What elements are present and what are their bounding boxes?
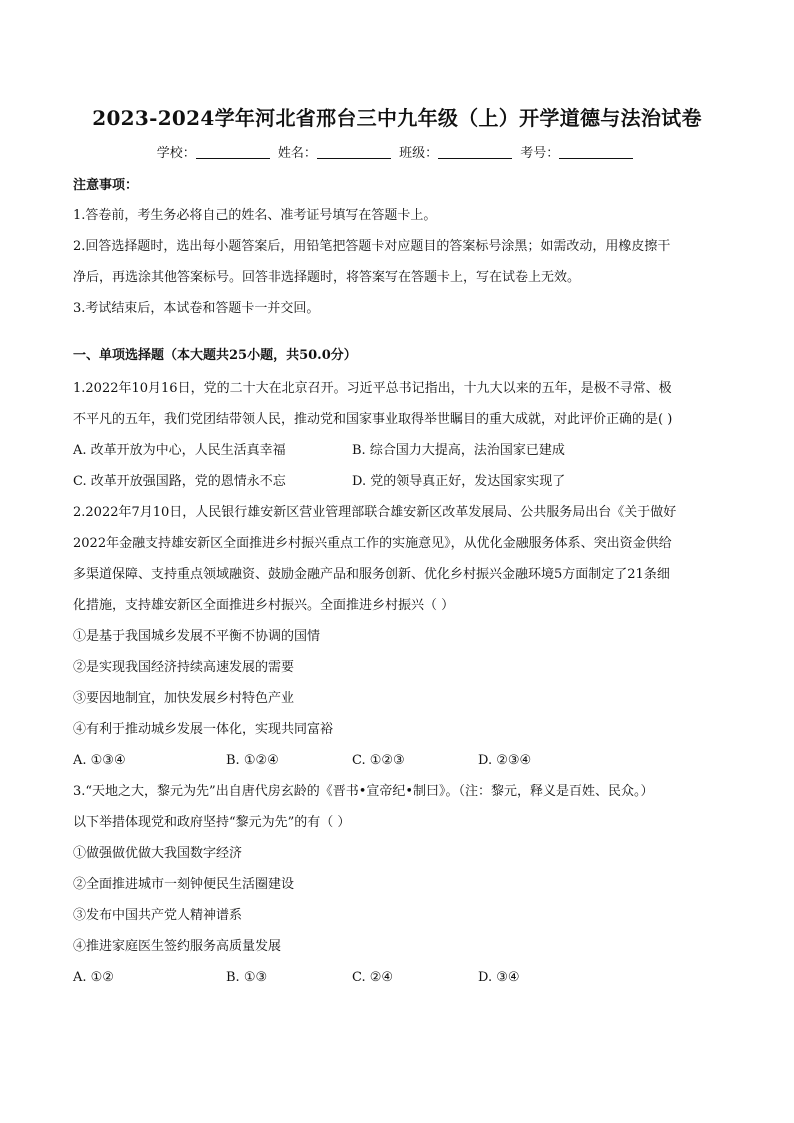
option-a[interactable]: A. ①③④ bbox=[73, 753, 126, 768]
question-2-line: 2.2022年7月10日，人民银行雄安新区营业管理部联合雄安新区改革发展局、公共服务局出台《关于做好 bbox=[73, 505, 677, 520]
student-info-row bbox=[0, 144, 794, 164]
option-c[interactable]: C. ②④ bbox=[352, 970, 394, 985]
statement: ②全面推进城市一刻钟便民生活圈建设 bbox=[73, 877, 295, 892]
statement: ①是基于我国城乡发展不平衡不协调的国情 bbox=[73, 629, 321, 644]
question-2-line: 多渠道保障、支持重点领域融资、鼓励金融产品和服务创新、优化乡村振兴金融环境5方面制定了21条细 bbox=[73, 567, 670, 582]
statement: ④推进家庭医生签约服务高质量发展 bbox=[73, 939, 282, 954]
option-c[interactable]: C. 改革开放强国路，党的恩情永不忘 bbox=[73, 474, 286, 489]
statement: ①做强做优做大我国数字经济 bbox=[73, 846, 243, 861]
question-1-line: 1.2022年10月16日，党的二十大在北京召开。习近平总书记指出，十九大以来的五年，是极不寻常、极 bbox=[73, 381, 672, 396]
class-label: 班级： bbox=[399, 146, 439, 161]
notice-item: 2.回答选择题时，选出每小题答案后，用铅笔把答题卡对应题目的答案标号涂黑；如需改动，用橡皮擦干 bbox=[73, 239, 671, 254]
section-heading: 一、单项选择题（本大题共25小题，共50.0分） bbox=[73, 348, 357, 363]
name-blank[interactable] bbox=[317, 144, 391, 159]
exam-no-blank[interactable] bbox=[559, 144, 633, 159]
option-a[interactable]: A. 改革开放为中心，人民生活真幸福 bbox=[73, 443, 286, 458]
statement: ③要因地制宜，加快发展乡村特色产业 bbox=[73, 691, 295, 706]
option-b[interactable]: B. 综合国力大提高，法治国家已建成 bbox=[352, 443, 565, 458]
option-d[interactable]: D. ③④ bbox=[478, 970, 520, 985]
exam-no-label: 考号： bbox=[520, 146, 560, 161]
option-a[interactable]: A. ①② bbox=[73, 970, 114, 985]
class-blank[interactable] bbox=[438, 144, 512, 159]
statement: ②是实现我国经济持续高速发展的需要 bbox=[73, 660, 295, 675]
option-c[interactable]: C. ①②③ bbox=[352, 753, 405, 768]
option-b[interactable]: B. ①③ bbox=[226, 970, 268, 985]
notice-item: 净后，再选涂其他答案标号。回答非选择题时，将答案写在答题卡上，写在试卷上无效。 bbox=[73, 270, 581, 285]
question-2-line: 2022年金融支持雄安新区全面推进乡村振兴重点工作的实施意见》，从优化金融服务体系、突出资金供给 bbox=[73, 536, 672, 551]
name-label: 姓名： bbox=[277, 146, 317, 161]
school-blank[interactable] bbox=[196, 144, 270, 159]
school-label: 学校： bbox=[156, 146, 196, 161]
question-3-line: 3.“天地之大，黎元为先”出自唐代房玄龄的《晋书•宣帝纪•制曰》。（注：黎元，释义是百姓、民众。） bbox=[73, 784, 654, 799]
option-d[interactable]: D. 党的领导真正好，发达国家实现了 bbox=[352, 474, 566, 489]
option-d[interactable]: D. ②③④ bbox=[478, 753, 532, 768]
notice-heading: 注意事项： bbox=[73, 178, 139, 193]
page-title: 2023-2024学年河北省邢台三中九年级（上）开学道德与法治试卷 bbox=[92, 106, 702, 130]
notice-item: 3.考试结束后，本试卷和答题卡一并交回。 bbox=[73, 301, 320, 316]
option-b[interactable]: B. ①②④ bbox=[226, 753, 279, 768]
notice-item: 1.答卷前，考生务必将自己的姓名、准考证号填写在答题卡上。 bbox=[73, 208, 437, 223]
statement: ④有利于推动城乡发展一体化，实现共同富裕 bbox=[73, 722, 334, 737]
question-1-line: 不平凡的五年，我们党团结带领人民，推动党和国家事业取得举世瞩目的重大成就，对此评价正确的是( ) bbox=[73, 412, 673, 427]
question-2-line: 化措施，支持雄安新区全面推进乡村振兴。全面推进乡村振兴（ ） bbox=[73, 598, 455, 613]
statement: ③发布中国共产党人精神谱系 bbox=[73, 908, 243, 923]
question-3-line: 以下举措体现党和政府坚持“黎元为先”的有（ ） bbox=[73, 815, 351, 830]
